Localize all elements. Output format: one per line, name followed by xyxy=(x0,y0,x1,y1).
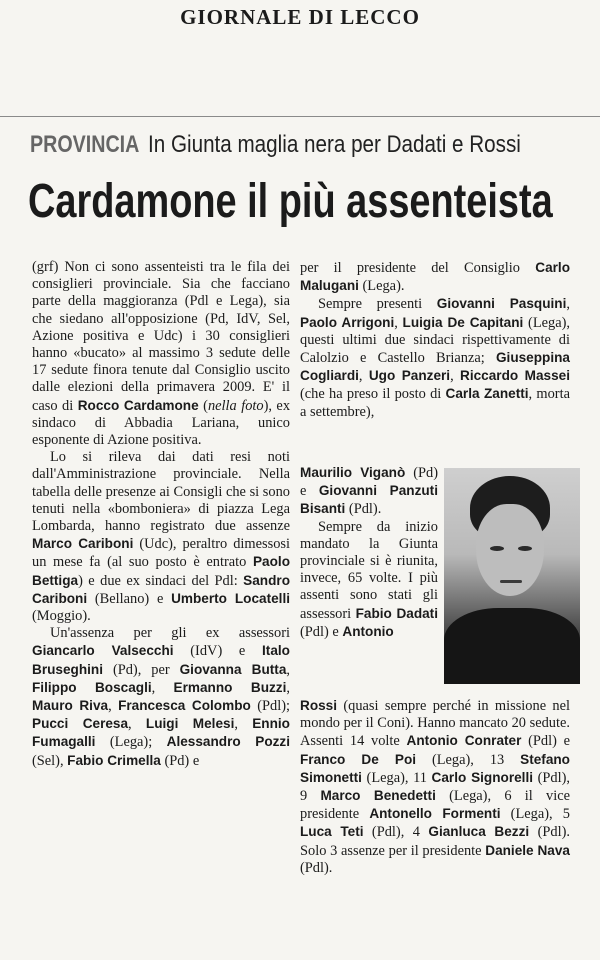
photo-mouth xyxy=(500,580,522,583)
article-column-2-mid xyxy=(300,464,438,641)
subheadline: In Giunta maglia nera per Dadati e Rossi xyxy=(148,131,521,158)
kicker xyxy=(30,128,590,164)
paragraph: Un'assenza per gli ex assessori Giancarlo Valsecchi (IdV) e Italo Bruseghini (Pd), per Giovanna Butta, Filippo Boscagli, Ermanno Buzzi, Mauro Riva, Francesca Colombo (Pdl); Pucci Ceresa, Luigi Melesi, Ennio Fumagalli (Lega); Alessandro Pozzi (Sel), Fabio Crimella (Pd) e xyxy=(32,625,290,769)
section-label: PROVINCIA xyxy=(30,131,140,158)
photo-eye xyxy=(518,546,532,551)
portrait-photo xyxy=(444,468,580,684)
article-column-2-top xyxy=(300,259,570,421)
paragraph: Sempre da inizio mandato la Giunta provinciale si è riunita, invece, 65 volte. I più assenti sono stati gli assessori Fabio Dadati (Pdl) e Antonio xyxy=(300,518,438,640)
article-column-2-bottom xyxy=(300,697,570,877)
paragraph: per il presidente del Consiglio Carlo Malugani (Lega). xyxy=(300,260,570,295)
masthead: GIORNALE DI LECCO xyxy=(180,5,420,29)
paragraph: (grf) Non ci sono assenteisti tra le fila dei consiglieri provinciale. Sia che facciano parte della maggioranza (Pdl e Lega), sia che siedano all'opposizione (Pd, IdV, Sel, Azione positiva e Udc) i 30 consiglieri hanno «bucato» al massimo 3 sedute delle 17 sedute finora tenute dal Consiglio uscito dalle elezioni della primavera 2009. E' il caso di Rocco Cardamone (nella foto), ex sindaco di Abbadia Lariana, unico esponente di Azione positiva. xyxy=(32,259,291,449)
paragraph: Rossi (quasi sempre perché in missione nel mondo per il Coni). Hanno mancato 20 sedute. Assenti 14 volte Antonio Conrater (Pdl) e Franco De Poi (Lega), 13 Stefano Simonetti (Lega), 11 Carlo Signorelli (Pdl), 9 Marco Benedetti (Lega), 6 il vice presidente Antonello Formenti (Lega), 5 Luca Teti (Pdl), 4 Gianluca Bezzi (Pdl). Solo 3 assenze per il presidente Daniele Nava (Pdl). xyxy=(300,698,571,876)
headline: Cardamone il più assenteista xyxy=(28,175,553,228)
photo-eye xyxy=(490,546,504,551)
article-column-1 xyxy=(32,259,290,770)
paragraph: Lo si rileva dai dati resi noti dall'Amministrazione provinciale. Nella tabella delle presenze ai Consigli che si sono tenuti nella «bomboniera» di piazza Lega Lombarda, hanno registrato due assenze Marco Cariboni (Udc), peraltro dimessosi un mese fa (al suo posto è entrato Paolo Bettiga) e due ex sindaci del Pdl: Sandro Cariboni (Bellano) e Umberto Locatelli (Moggio). xyxy=(32,449,291,625)
paragraph: Sempre presenti Giovanni Pasquini, Paolo Arrigoni, Luigia De Capitani (Lega), questi ultimi due sindaci rispettivamente di Calolzio e Castello Brianza; Giuseppina Cogliardi, Ugo Panzeri, Riccardo Massei (che ha preso il posto di Carla Zanetti, morta a settembre), xyxy=(300,296,570,420)
paragraph: Maurilio Viganò (Pd) e Giovanni Panzuti Bisanti (Pdl). xyxy=(300,465,438,518)
divider xyxy=(0,116,600,117)
photo-body xyxy=(444,608,580,684)
